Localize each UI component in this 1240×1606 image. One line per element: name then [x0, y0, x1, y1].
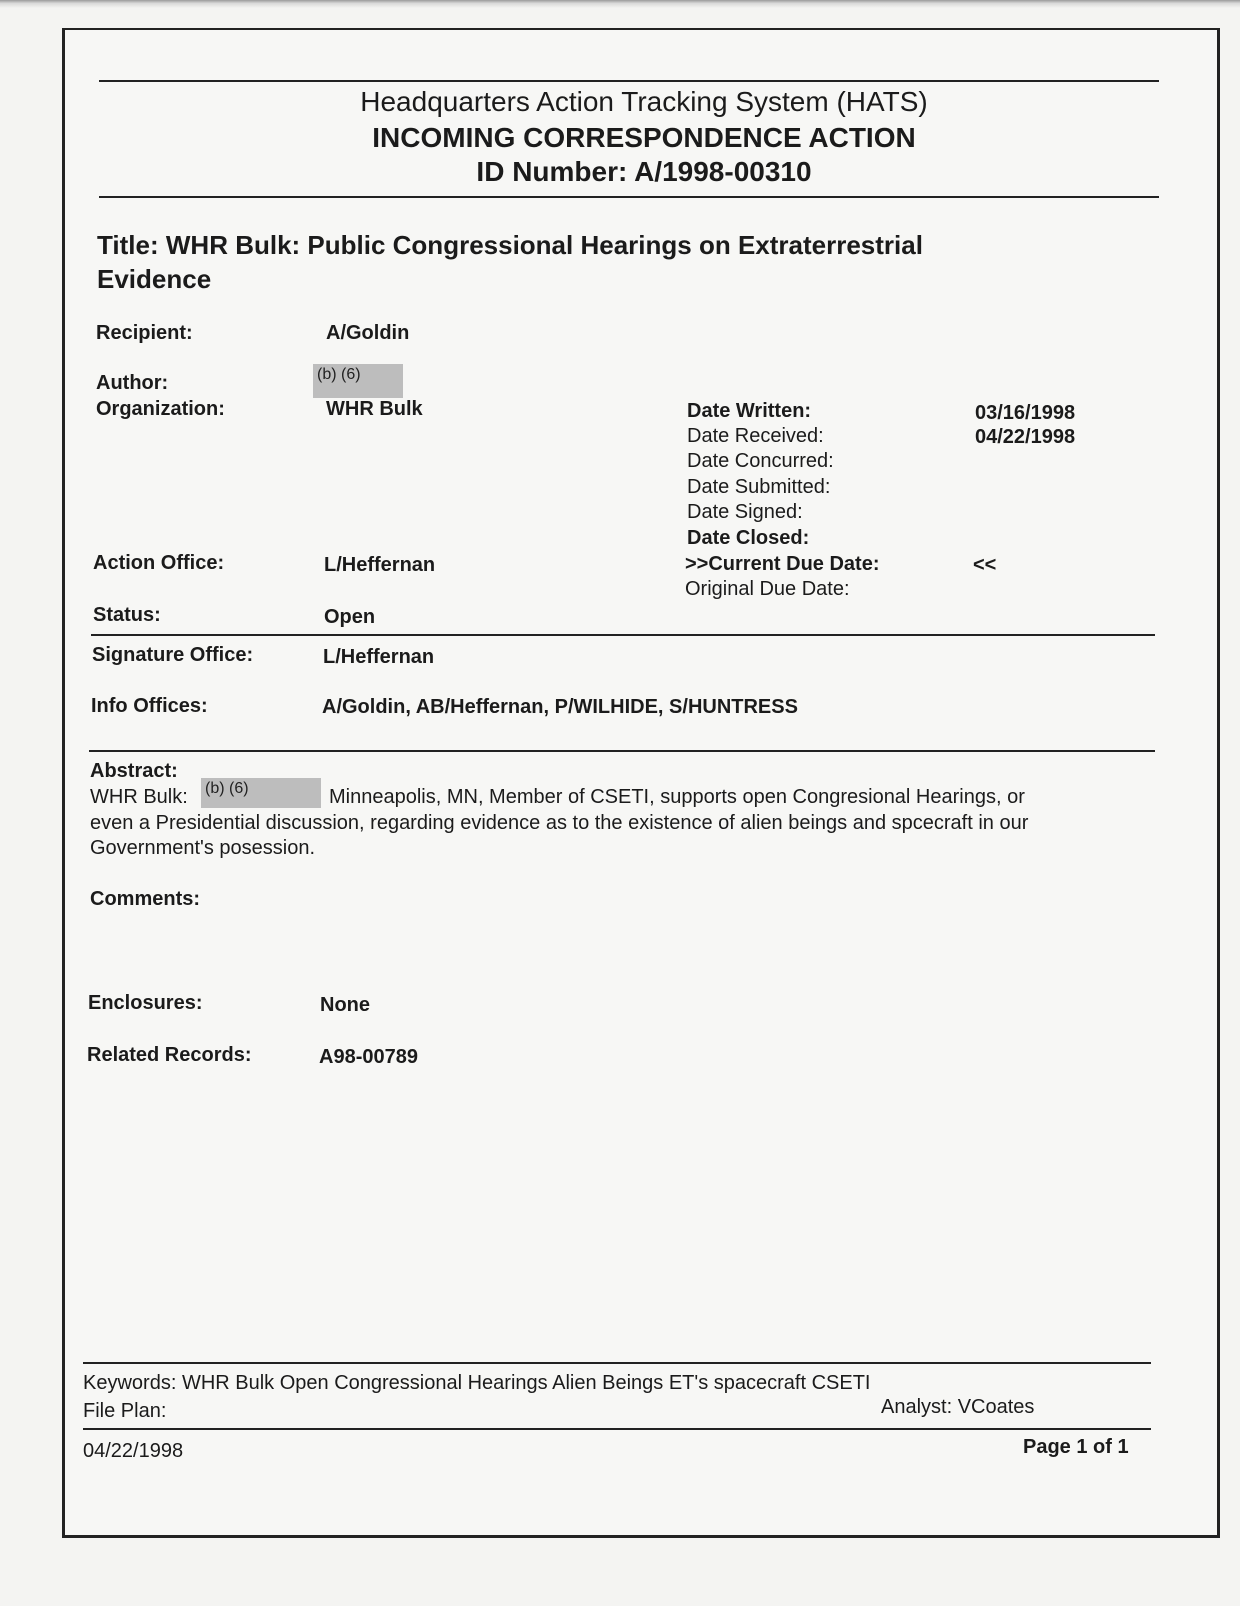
abstract-prefix: WHR Bulk:: [90, 786, 188, 808]
organization-value: WHR Bulk: [326, 398, 423, 420]
header-bottom-rule: [99, 196, 1159, 198]
header-top-rule: [99, 80, 1159, 82]
document-title: [97, 230, 923, 261]
keywords-value: WHR Bulk Open Congressional Hearings Alien Beings ET's spacecraft CSETI: [181, 1372, 871, 1394]
title-line1: WHR Bulk: Public Congressional Hearings on Extraterrestrial: [165, 230, 923, 260]
scan-edge: [0, 0, 1240, 8]
page-number: Page 1 of 1: [1023, 1436, 1129, 1458]
original-due-date-label: Original Due Date:: [685, 578, 850, 600]
analyst: [881, 1396, 1034, 1419]
file-plan-label: File Plan:: [83, 1400, 167, 1422]
abstract-line2: even a Presidential discussion, regarding evidence as to the existence of alien beings and spcecraft in our: [90, 812, 1029, 834]
action-office-value: L/Heffernan: [324, 554, 436, 576]
recipient-value: A/Goldin: [326, 322, 410, 344]
document-type: INCOMING CORRESPONDENCE ACTION: [372, 122, 916, 153]
action-office-label: Action Office:: [93, 552, 225, 574]
info-offices-value: A/Goldin, AB/Heffernan, P/WILHIDE, S/HUNTRESS: [322, 696, 798, 718]
id-value: A/1998-00310: [634, 156, 812, 187]
organization-label: Organization:: [96, 398, 225, 420]
footer-date: 04/22/1998: [83, 1440, 184, 1462]
analyst-value: VCoates: [957, 1396, 1035, 1418]
footer-top-rule: [83, 1362, 1151, 1364]
date-submitted-label: Date Submitted:: [687, 476, 831, 498]
footer-bottom-rule: [83, 1428, 1151, 1430]
author-label: Author:: [96, 372, 169, 394]
related-records-label: Related Records:: [87, 1044, 252, 1066]
title-label: Title:: [97, 230, 159, 260]
keywords-label: Keywords:: [83, 1372, 177, 1394]
date-concurred-label: Date Concurred:: [687, 450, 834, 472]
status-value: Open: [324, 606, 376, 628]
enclosures-label: Enclosures:: [88, 992, 203, 1014]
recipient-label: Recipient:: [96, 322, 193, 344]
related-records-value: A98-00789: [319, 1046, 418, 1068]
keywords: [83, 1372, 871, 1395]
id-number: [65, 156, 1223, 188]
abstract-redaction: (b) (6): [201, 778, 321, 808]
date-received-label: Date Received:: [687, 425, 824, 447]
current-due-date-value: <<: [973, 554, 997, 576]
comments-label: Comments:: [90, 888, 201, 910]
title-line2: Evidence: [97, 264, 212, 294]
document-page: [62, 28, 1220, 1538]
date-closed-label: Date Closed:: [687, 527, 810, 549]
abstract-divider: [89, 750, 1155, 752]
enclosures-value: None: [320, 994, 370, 1016]
date-written-label: Date Written:: [687, 400, 812, 422]
system-name: Headquarters Action Tracking System (HATS): [360, 86, 928, 117]
signature-office-label: Signature Office:: [92, 644, 254, 666]
status-label: Status:: [93, 604, 161, 626]
author-redaction: (b) (6): [313, 364, 403, 398]
date-written-value: 03/16/1998: [975, 402, 1076, 424]
info-offices-label: Info Offices:: [91, 695, 208, 717]
analyst-label: Analyst:: [881, 1396, 953, 1418]
id-label: ID Number:: [476, 156, 628, 187]
abstract-line3: Government's posession.: [90, 837, 316, 859]
signature-office-value: L/Heffernan: [323, 646, 435, 668]
current-due-date-label: >>Current Due Date:: [685, 553, 880, 575]
date-signed-label: Date Signed:: [687, 501, 803, 523]
abstract-line1: Minneapolis, MN, Member of CSETI, supports open Congresional Hearings, or: [329, 786, 1025, 808]
abstract-label: Abstract:: [90, 760, 178, 782]
date-received-value: 04/22/1998: [975, 426, 1076, 448]
status-divider: [91, 634, 1155, 636]
